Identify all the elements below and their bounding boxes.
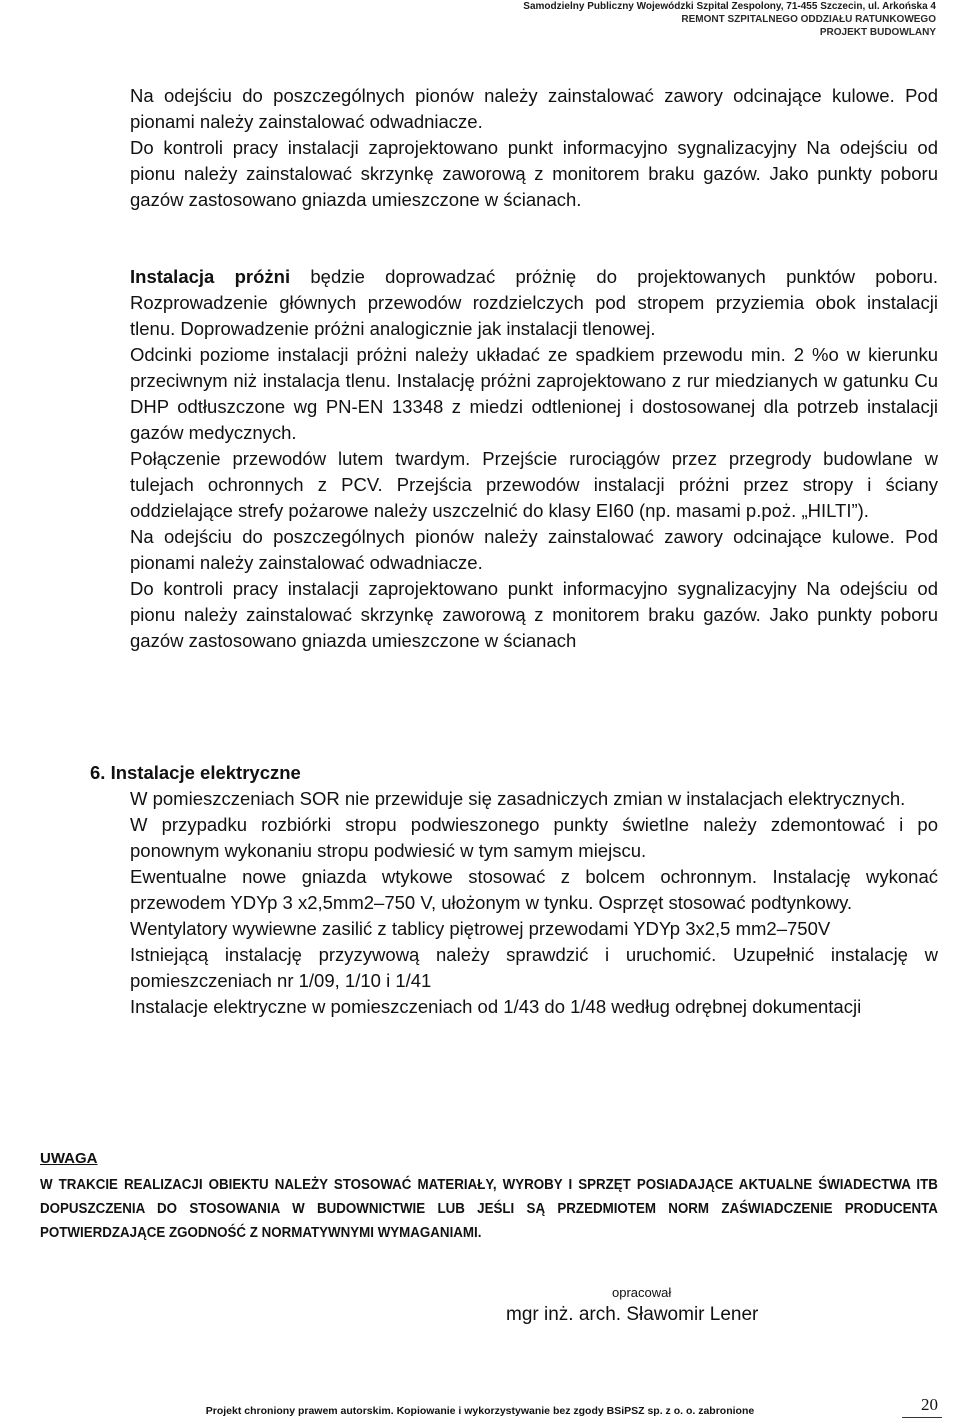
page-number-rule	[902, 1417, 942, 1418]
paragraph: W pomieszczeniach SOR nie przewiduje się zasadniczych zmian w instalacjach elektrycznych.	[130, 788, 906, 809]
electrical-section	[130, 786, 938, 1020]
note-heading: UWAGA	[40, 1150, 98, 1167]
paragraph: Połączenie przewodów lutem twardym. Przejście rurociągów przez przegrody budowlane w tulejach ochronnych z PCV. Przejścia przewodów instalacji próżni przez stropy i ściany oddzielające strefy pożarowe należy uszczelnić do klasy EI60 (np. masami p.poż. „HILTI”).	[130, 448, 938, 521]
paragraph: Na odejściu do poszczególnych pionów należy zainstalować zawory odcinające kulowe. Pod pionami należy zainstalować odwadniacze.	[130, 85, 938, 132]
paragraph: Wentylatory wywiewne zasilić z tablicy piętrowej przewodami YDYp 3x2,5 mm2–750V	[130, 918, 831, 939]
header-project-name: REMONT SZPITALNEGO ODDZIAŁU RATUNKOWEGO	[681, 14, 936, 25]
paragraph: W przypadku rozbiórki stropu podwieszonego punkty świetlne należy zdemontować i po ponownym wykonaniu stropu podwiesić w tym samym miejscu.	[130, 814, 938, 861]
section-number: 6.	[90, 762, 106, 783]
oxygen-section-end	[130, 83, 938, 213]
vacuum-section	[130, 264, 938, 654]
section-title: Instalacje elektryczne	[110, 762, 301, 783]
header-project-type: PROJEKT BUDOWLANY	[819, 27, 936, 38]
author-name: mgr inż. arch. Sławomir Lener	[506, 1304, 759, 1325]
paragraph: Odcinki poziome instalacji próżni należy układać ze spadkiem przewodu min. 2 %o w kierunku przeciwnym niż instalacja tlenu. Instalację próżni zaprojektowano z rur miedzianych w gatunku Cu DHP odtłuszczone wg PN-EN 13348 z miedzi odtlenionej i dostosowanej dla potrzeb instalacji gazów medycznych.	[130, 344, 938, 443]
paragraph: Na odejściu do poszczególnych pionów należy zainstalować zawory odcinające kulowe. Pod pionami należy zainstalować odwadniacze.	[130, 526, 938, 573]
paragraph	[130, 264, 938, 342]
paragraph: Ewentualne nowe gniazda wtykowe stosować z bolcem ochronnym. Instalację wykonać przewodem YDYp 3 x2,5mm2–750 V, ułożonym w tynku. Osprzęt stosować podtynkowy.	[130, 866, 938, 913]
copyright-footer: Projekt chroniony prawem autorskim. Kopiowanie i wykorzystywanie bez zgody BSiPSZ sp. z o. o. zabronione	[205, 1405, 755, 1417]
page-header	[0, 0, 960, 39]
vacuum-heading: Instalacja próżni	[130, 266, 291, 287]
paragraph: Do kontroli pracy instalacji zaprojektowano punkt informacyjno sygnalizacyjny Na odejściu od pionu należy zainstalować skrzynkę zaworową z monitorem braku gazów. Jako punkty poboru gazów zastosowano gniazda umieszczone w ścianach.	[130, 137, 938, 210]
note-text: W TRAKCIE REALIZACJI OBIEKTU NALEŻY STOSOWAĆ MATERIAŁY, WYROBY I SPRZĘT POSIADAJĄCE AKTUALNE ŚWIADECTWA ITB DOPUSZCZENIA DO STOSOWANIA W BUDOWNICTWIE LUB JEŚLI SĄ PRZEDMIOTEM NORM ZAŚWIADCZENIE PRODUCENTA POTWIERDZAJĄCE ZGODNOŚĆ Z NORMATYWNYMI WYMAGANIAMI.	[40, 1177, 938, 1241]
paragraph: Istniejącą instalację przyzywową należy sprawdzić i uruchomić. Uzupełnić instalację w pomieszczeniach nr 1/09, 1/10 i 1/41	[130, 944, 938, 991]
paragraph: Instalacje elektryczne w pomieszczeniach od 1/43 do 1/48 według odrębnej dokumentacji	[130, 996, 862, 1017]
prepared-by-label: opracował	[612, 1285, 672, 1300]
page-number: 20	[921, 1395, 938, 1414]
header-institution: Samodzielny Publiczny Wojewódzki Szpital Zespolony, 71-455 Szczecin, ul. Arkońska 4	[523, 1, 936, 12]
section-6-heading	[90, 760, 301, 786]
paragraph-text: będzie doprowadzać próżnię do projektowanych punktów poboru. Rozprowadzenie głównych przewodów rozdzielczych pod stropem przyziemia obok instalacji tlenu. Doprowadzenie próżni analogicznie jak instalacji tlenowej.	[130, 266, 938, 339]
paragraph: Do kontroli pracy instalacji zaprojektowano punkt informacyjno sygnalizacyjny Na odejściu od pionu należy zainstalować skrzynkę zaworową z monitorem braku gazów. Jako punkty poboru gazów zastosowano gniazda umieszczone w ścianach	[130, 578, 938, 651]
